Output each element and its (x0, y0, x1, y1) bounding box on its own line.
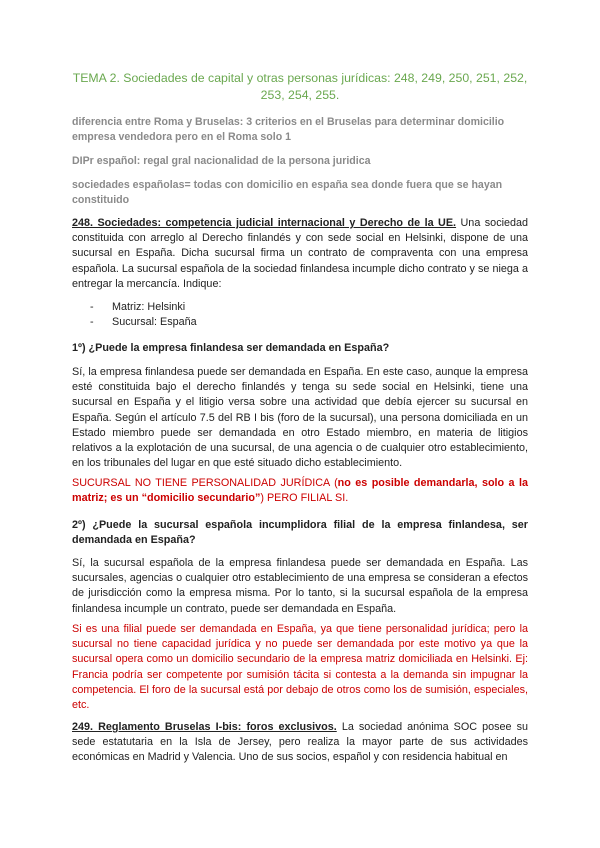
note-part-c: ) PERO FILIAL SI. (260, 492, 349, 505)
answer-1: Sí, la empresa finlandesa puede ser demandada en España. En este caso, aunque la empresa esté constituida bajo el derecho finlandés y tenga su sede social en Helsinki, tiene una sucursal en España y el litigio versa sobre una actividad que debía ejercer su sucursal en España. Según el artículo 7.5 del RB I bis (foro de la sucursal), una persona domiciliada en un Estado miembro puede ser demandada en otro Estado miembro, en materia de litigios relativos a la explotación de una sucursal, de una agencia o de cualquier otro establecimiento, en los tribunales del lugar en que esté situado dicho establecimiento. (72, 366, 528, 470)
case-249-heading: 249. Reglamento Bruselas I-bis: foros exclusivos. (72, 721, 337, 733)
document-title: TEMA 2. Sociedades de capital y otras personas jurídicas: 248, 249, 250, 251, 252, 253, 254, 255. (72, 71, 528, 102)
note-part-b: no es posible demandarla, solo a la matriz; es un “domicilio secundario” (72, 477, 528, 505)
case-248-paragraph (72, 216, 528, 292)
bullet-item (90, 300, 185, 315)
bullet-text: Sucursal: España (112, 316, 197, 328)
bullet-dash: - (90, 316, 94, 328)
note-roma-bruselas: diferencia entre Roma y Bruselas: 3 criterios en el Bruselas para determinar domicilio empresa vendedora pero en el Roma solo 1 (72, 116, 505, 143)
case-248-text: Una sociedad constituida con arreglo al Derecho finlandés y con sede social en Helsinki, dispone de una sucursal en España. Dicha sucursal firma un contrato de compraventa con una empresa española. La sucursal española de la sociedad finlandesa incumple dicho contrato y se niega a entregar la mercancía. Indique: (72, 217, 529, 290)
note-sociedades-espanolas: sociedades españolas= todas con domicilio en españa sea donde fuera que se hayan constituido (72, 179, 503, 206)
bullet-item (90, 315, 197, 330)
answer-2: Sí, la sucursal española de la empresa finlandesa puede ser demandada en España. Las sucursales, agencias o cualquier otro establecimiento de una empresa se consideran a efectos de jurisdicción como la empresa misma. Por lo tanto, si la sucursal española de la empresa finlandesa incumple un contrato, puede ser demandada en España. (72, 557, 528, 615)
answer-2-note: Si es una filial puede ser demandada en España, ya que tiene personalidad jurídica; pero la sucursal no tiene capacidad jurídica y no puede ser demandada por este motivo ya que la sucursal opera como un domicilio secundario de la empresa matriz domiciliada en Helsinki. Ej: Francia podría ser competente por sumisión tácita si contesta a la demanda sin impugnar la competencia. El foro de la sucursal está por debajo de otros como los de sumisión, especiales, etc. (72, 623, 528, 712)
case-248-heading: 248. Sociedades: competencia judicial internacional y Derecho de la UE. (72, 217, 457, 229)
question-2: 2º) ¿Puede la sucursal española incumplidora filial de la empresa finlandesa, ser demandada en España? (72, 519, 528, 547)
case-249-paragraph (72, 720, 528, 766)
bullet-dash: - (90, 301, 94, 313)
question-1: 1º) ¿Puede la empresa finlandesa ser demandada en España? (72, 342, 390, 354)
note-dipr: DIPr español: regal gral nacionalidad de la persona juridica (72, 155, 371, 167)
answer-1-note (72, 476, 528, 506)
case-249-text: La sociedad anónima SOC posee su sede estatutaria en la Isla de Jersey, pero realiza la mayor parte de sus actividades económicas en Madrid y Valencia. Uno de sus socios, español y con residencia habitual en (72, 721, 528, 764)
note-part-a: SUCURSAL NO TIENE PERSONALIDAD JURÍDICA ( (72, 477, 338, 489)
bullet-text: Matriz: Helsinki (112, 301, 186, 313)
